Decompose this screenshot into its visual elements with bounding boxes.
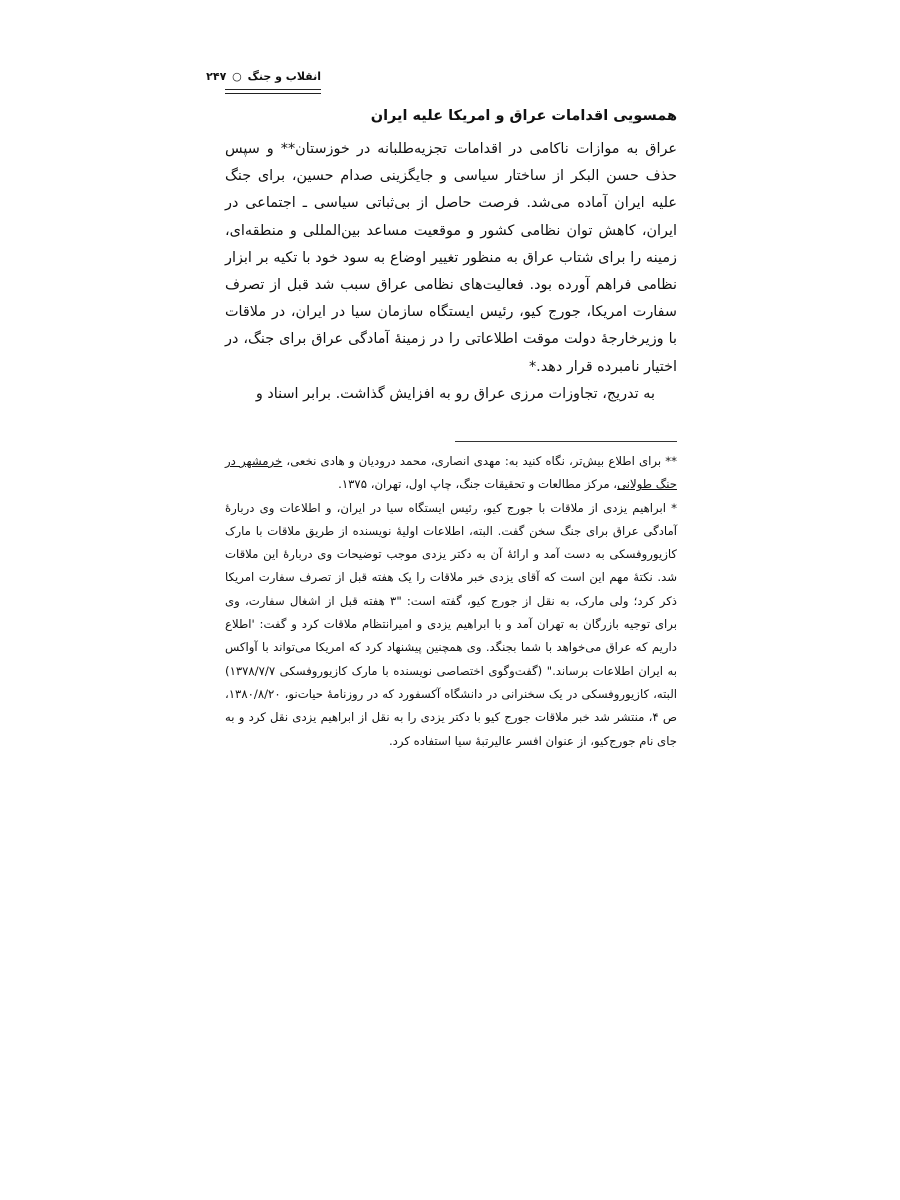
page-number: ۲۴۷ [206,70,227,83]
footnote-separator [455,441,677,442]
footnote-1-book-title: خرمشهر در جنگ طولانی [225,454,677,492]
footnote-1-publication: ، مرکز مطالعات و تحقیقات جنگ، چاپ اول، تهران، ۱۳۷۵. [338,477,618,492]
running-header-title: انقلاب و جنگ [247,70,321,83]
body-paragraph-2: به تدریج، تجاوزات مرزی عراق رو به افزایش گذاشت. برابر اسناد و [255,385,655,402]
running-header [206,70,321,83]
book-page [206,60,677,1160]
header-rule-thick [225,89,321,90]
footnote-1 [225,450,677,497]
body-paragraph-1: عراق به موازات ناکامی در اقدامات تجزیه‌طلبانه در خوزستان** و سپس حذف حسن البکر از ساختار سیاسی و جایگزینی صدام حسین، برای جنگ علیه ایران آماده می‌شد. فرصت حاصل از بی‌ثباتی سیاسی ـ اجتماعی در ایران، کاهش توان نظامی کشور و موقعیت مساعد بین‌المللی و منطقه‌ای، زمینه را برای شتاب عراق به منظور تغییر اوضاع به سود خود با تکیه بر ابزار نظامی فراهم آورده بود. فعالیت‌های نظامی عراق سبب شد قبل از تصرف سفارت امریکا، جورج کیو، رئیس ایستگاه سازمان سیا در ایران، در ملاقات با وزیرخارجهٔ دولت موقت اطلاعاتی را در زمینهٔ آمادگی عراق برای جنگ، در اختیار نامبرده قرار دهد.* [225,141,677,375]
section-heading: همسویی اقدامات عراق و امریکا علیه ایران [370,108,677,124]
footnotes [225,450,677,753]
circle-separator-icon: ○ [232,70,242,83]
header-rule-thin [225,93,321,94]
footnote-1-text: ** برای اطلاع بیش‌تر، نگاه کنید به: مهدی انصاری، محمد درودیان و هادی نخعی، [286,454,677,468]
main-text [225,136,677,408]
footnote-2: * ابراهیم یزدی از ملاقات با جورج کیو، رئیس ایستگاه سیا در ایران، و اطلاعات وی دربارهٔ آمادگی عراق برای جنگ سخن گفت. البته، اطلاعات اولیهٔ نویسنده از طریق ملاقات با مارک کازیوروفسکی به دست آمد و ارائهٔ آن به دکتر یزدی موجب توضیحات وی دربارهٔ این ملاقات شد. نکتهٔ مهم این است که آقای یزدی خبر ملاقات را یک هفته قبل از تصرف سفارت امریکا ذکر کرد؛ ولی مارک، به نقل از جورج کیو، گفته است: "۳ هفته قبل از اشغال سفارت، وی برای توجیه بازرگان به تهران آمد و با ابراهیم یزدی و امیرانتظام ملاقات کرد و گفت: 'اطلاع داریم که عراق می‌خواهد با شما بجنگد. وی همچنین پیشنهاد کرد که امریکا می‌تواند با آواکس به ایران اطلاعات برساند." (گفت‌وگوی اختصاصی نویسنده با مارک کازیوروفسکی ۱۳۷۸/۷/۷) البته، کازیوروفسکی در یک سخنرانی در دانشگاه آکسفورد که در روزنامهٔ حیات‌نو، ۱۳۸۰/۸/۲۰، ص ۴، منتشر شد خبر ملاقات جورج کیو با دکتر یزدی را به نقل از ابراهیم یزدی نقل کرد و به جای نام جورج‌کیو، از عنوان افسر عالیرتبهٔ سیا استفاده کرد. [225,500,677,748]
